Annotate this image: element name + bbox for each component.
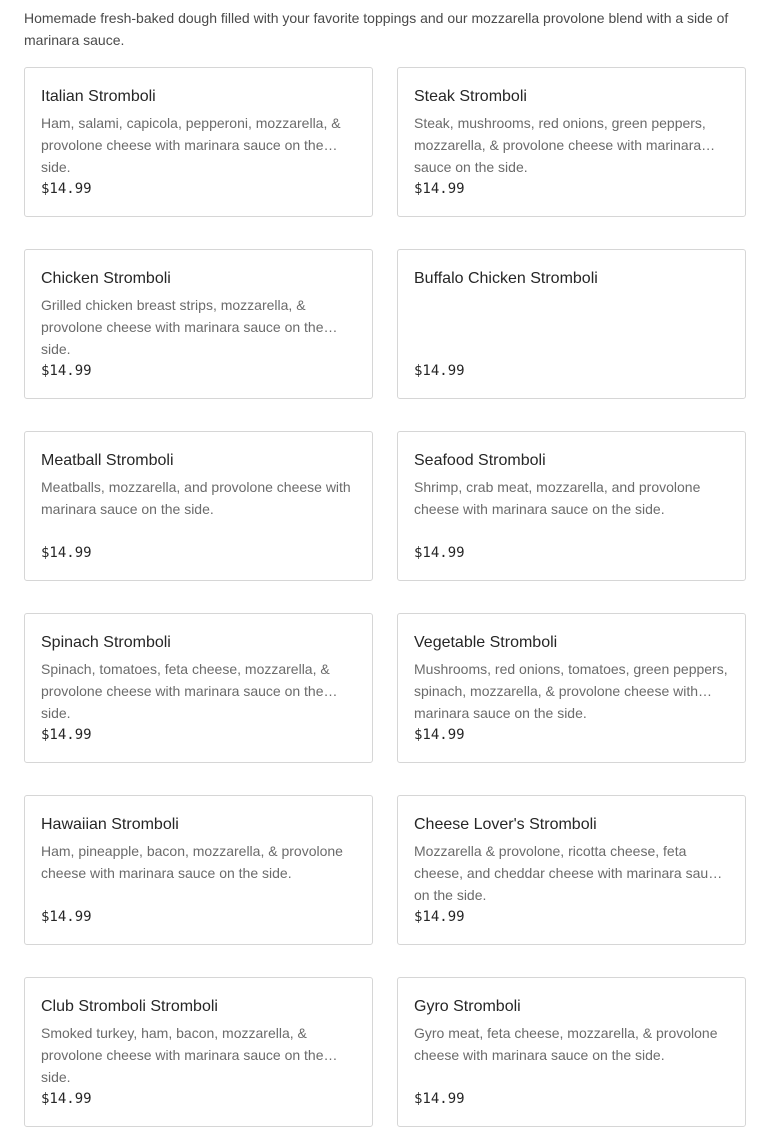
- menu-item-price: $14.99: [41, 909, 92, 925]
- menu-item-price: $14.99: [414, 181, 465, 197]
- section-description: Homemade fresh-baked dough filled with your favorite toppings and our mozzarella provolone blend with a side of marinara sauce.: [24, 10, 729, 48]
- menu-item-price: $14.99: [41, 545, 92, 561]
- menu-item-name: Meatball Stromboli: [41, 452, 174, 469]
- menu-item-name: Cheese Lover's Stromboli: [414, 816, 597, 833]
- menu-item-price: $14.99: [41, 1091, 92, 1107]
- menu-item-card[interactable]: [397, 431, 746, 581]
- menu-item-grid: [24, 67, 746, 1127]
- menu-item-price: $14.99: [41, 181, 92, 197]
- menu-item-description: Meatballs, mozzarella, and provolone cheese with marinara sauce on the side.: [41, 479, 351, 517]
- menu-item-name: Chicken Stromboli: [41, 270, 171, 287]
- menu-item-description: Ham, pineapple, bacon, mozzarella, & provolone cheese with marinara sauce on the side.: [41, 843, 343, 881]
- menu-item-price: $14.99: [414, 545, 465, 561]
- menu-item-card[interactable]: [397, 613, 746, 763]
- menu-item-card[interactable]: [24, 67, 373, 217]
- menu-item-name: Club Stromboli Stromboli: [41, 998, 218, 1015]
- menu-item-name: Gyro Stromboli: [414, 998, 521, 1015]
- menu-item-card[interactable]: [24, 613, 373, 763]
- menu-item-name: Steak Stromboli: [414, 88, 527, 105]
- menu-item-name: Buffalo Chicken Stromboli: [414, 270, 598, 287]
- menu-item-card[interactable]: [397, 67, 746, 217]
- menu-item-name: Spinach Stromboli: [41, 634, 171, 651]
- menu-item-description: Smoked turkey, ham, bacon, mozzarella, & provolone cheese with marinara sauce on the side.: [41, 1025, 324, 1085]
- menu-item-card[interactable]: [397, 795, 746, 945]
- menu-item-name: Hawaiian Stromboli: [41, 816, 179, 833]
- menu-item-description: Gyro meat, feta cheese, mozzarella, & provolone cheese with marinara sauce on the side.: [414, 1025, 718, 1063]
- menu-item-price: $14.99: [414, 727, 465, 743]
- menu-item-card[interactable]: [24, 795, 373, 945]
- menu-item-price: $14.99: [414, 363, 465, 379]
- menu-item-price: $14.99: [41, 363, 92, 379]
- menu-item-price: $14.99: [414, 1091, 465, 1107]
- menu-item-description: Mushrooms, red onions, tomatoes, green peppers, spinach, mozzarella, & provolone cheese with marinara sauce on the side.: [414, 661, 728, 721]
- menu-item-card[interactable]: [397, 977, 746, 1127]
- menu-item-name: Seafood Stromboli: [414, 452, 546, 469]
- menu-item-card[interactable]: [397, 249, 746, 399]
- menu-item-description: Ham, salami, capicola, pepperoni, mozzarella, & provolone cheese with marinara sauce on the side.: [41, 115, 341, 175]
- menu-item-card[interactable]: [24, 977, 373, 1127]
- menu-item-price: $14.99: [41, 727, 92, 743]
- menu-item-description: Mozzarella & provolone, ricotta cheese, feta cheese, and cheddar cheese with marinara sauce on the side.: [414, 843, 723, 903]
- menu-item-description: Steak, mushrooms, red onions, green peppers, mozzarella, & provolone cheese with marinara sauce on the side.: [414, 115, 706, 175]
- menu-item-card[interactable]: [24, 249, 373, 399]
- menu-item-card[interactable]: [24, 431, 373, 581]
- menu-item-description: Grilled chicken breast strips, mozzarella, & provolone cheese with marinara sauce on the side.: [41, 297, 324, 357]
- menu-item-name: Vegetable Stromboli: [414, 634, 558, 651]
- menu-item-price: $14.99: [414, 909, 465, 925]
- menu-item-description: Spinach, tomatoes, feta cheese, mozzarella, & provolone cheese with marinara sauce on the side.: [41, 661, 330, 721]
- menu-item-name: Italian Stromboli: [41, 88, 156, 105]
- menu-item-description: Shrimp, crab meat, mozzarella, and provolone cheese with marinara sauce on the side.: [414, 479, 701, 517]
